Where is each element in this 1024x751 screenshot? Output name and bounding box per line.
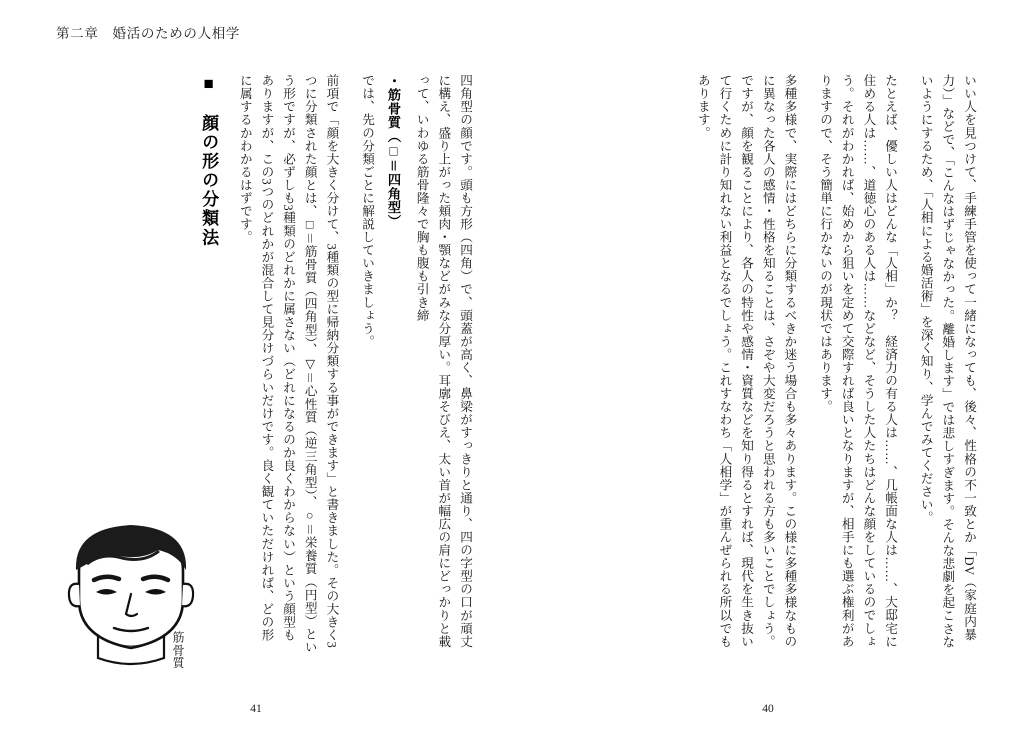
left-page-text-block (174, 74, 482, 654)
paragraph-column: 前項で「顔を大きく分けて、3種類の型に帰納分類する事ができます」と書きました。その大きく3つに分類された顔とは、□＝筋骨質（四角型）、▽＝心性質（逆三角型）、○＝栄養質（円型）という形ですが、必ずしも3種類のどれかに属さない（どれになるのか良くわからない）という顔型もありますが、この3つのどれかが混合して見分けづらいだけです。良く観ていただければ、どの形に属するかわかるはずです。 (237, 74, 339, 654)
sub-heading-kinkotsushitsu: ・筋骨質（□＝四角型） (386, 74, 402, 229)
figure-label: 筋骨質 (171, 630, 185, 669)
paragraph-column: たとえば、優しい人はどんな「人相」か？ 経済力の有る人は……、几帳面な人は……、大邸宅に住める人は……、道徳心のある人は……などなど、そうした人たちはどんな顔をしているのでしょう。それがわかれば、始めから狙いを定めて交際すれば良いとなりますが、相手にも選ぶ権利がありますので、そう簡単に行かないのが現状ではあります。 (818, 74, 898, 648)
paragraph-column: では、先の分類ごとに解説していきましょう。 (360, 74, 375, 348)
page-number: 41 (250, 703, 262, 715)
page-number: 40 (762, 703, 774, 715)
paragraph-column: いい人を見つけて、手練手管を使って一緒になっても、後々、性格の不一致とか「DV（家庭内暴力）」などで、「こんなはずじゃなかった。離婚します」では悲しすぎます。そんな悲劇を起こさないようにするため、「人相による婚活術」を深く知り、学んでみてください。 (918, 74, 976, 649)
page-right-40 (512, 0, 1024, 751)
paragraph-column: 多種多様で、実際にはどちらに分類するべきか迷う場合も多々あります。この様に多種多様なものに異なった各人の感情・性格を知ることは、さぞや大変だろうと思われる方も多いことでしょう。ですが、顔を観ることにより、各人の特性や感情・資質などを知り得るとすれば、現代を生き抜いて行くために計り知れない利益となるでしょう。これすなわち「人相学」が重んぜられる所以でもあります。 (695, 74, 797, 648)
chapter-number: 第二章 (56, 26, 99, 41)
face-illustration-square-type (46, 508, 216, 673)
right-page-text-block (684, 74, 986, 654)
running-head (56, 22, 240, 42)
section-heading: ■ 顔の形の分類法 (199, 74, 219, 248)
chapter-title: 婚活のための人相学 (112, 26, 241, 41)
paragraph-column: 四角型の顔です。頭も方形（四角）で、頭蓋が高く、鼻梁がすっきりと通り、四の字型の口が頑丈に構え、盛り上がった頬肉・顎などがみな分厚い。耳廓そびえ、太い首が幅広の肩にどっかりと載って、いわゆる筋骨隆々で胸も腹も引き締 (414, 74, 472, 648)
